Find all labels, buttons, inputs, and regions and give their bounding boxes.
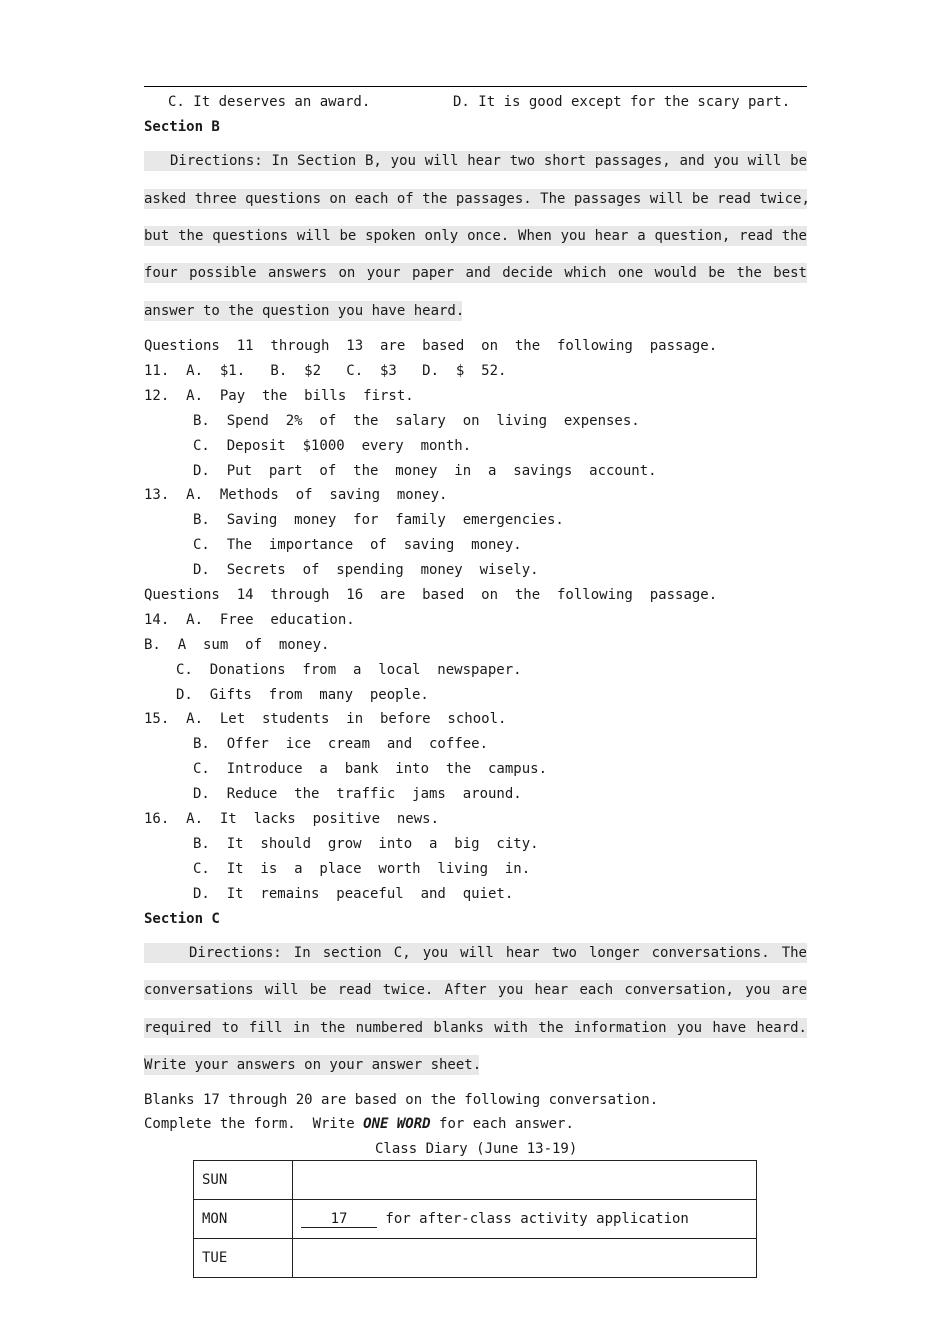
day-cell: SUN — [194, 1161, 293, 1200]
entry-cell[interactable] — [293, 1161, 757, 1200]
section-b-heading: Section B — [144, 119, 220, 135]
section-b-directions-line: four possible answers on your paper and decide which one would be the best — [144, 265, 807, 281]
question-11: 11. A. $1. B. $2 C. $3 D. $ 52. — [144, 363, 507, 379]
top-rule — [144, 86, 807, 87]
question-12-option: C. Deposit $1000 every month. — [193, 438, 472, 454]
section-c-directions-line: required to fill in the numbered blanks with the information you have heard. — [144, 1020, 807, 1036]
answer-blank-17[interactable]: 17 — [301, 1211, 377, 1228]
question-12-option: D. Put part of the money in a savings account. — [193, 463, 657, 479]
day-cell: MON — [194, 1200, 293, 1239]
question-14: 14. A. Free education. — [144, 612, 355, 628]
option-c-prev: C. It deserves an award. — [168, 94, 371, 110]
question-14-option: D. Gifts from many people. — [176, 687, 429, 703]
entry-cell[interactable] — [293, 1200, 757, 1239]
question-16-option: D. It remains peaceful and quiet. — [193, 886, 514, 902]
form-instruction: Complete the form. Write ONE WORD for each answer. — [144, 1116, 574, 1132]
question-16-option: C. It is a place worth living in. — [193, 861, 531, 877]
section-b-directions-line: Directions: In Section B, you will hear two short passages, and you will be — [144, 151, 807, 171]
question-13-option: B. Saving money for family emergencies. — [193, 512, 564, 528]
section-c-directions-line: conversations will be read twice. After you hear each conversation, you are — [144, 982, 807, 998]
question-16-option: B. It should grow into a big city. — [193, 836, 539, 852]
question-13-option: C. The importance of saving money. — [193, 537, 522, 553]
question-13: 13. A. Methods of saving money. — [144, 487, 448, 503]
question-16: 16. A. It lacks positive news. — [144, 811, 440, 827]
class-diary-table — [193, 1160, 757, 1278]
table-row — [194, 1200, 757, 1239]
question-15-option: C. Introduce a bank into the campus. — [193, 761, 548, 777]
question-14-option: B. A sum of money. — [144, 637, 330, 653]
question-15-option: B. Offer ice cream and coffee. — [193, 736, 489, 752]
day-cell: TUE — [194, 1239, 293, 1278]
table-row — [194, 1239, 757, 1278]
conversation-intro: Blanks 17 through 20 are based on the following conversation. — [144, 1092, 659, 1108]
question-14-option: C. Donations from a local newspaper. — [176, 662, 522, 678]
table-row — [194, 1161, 757, 1200]
section-c-heading: Section C — [144, 911, 220, 927]
one-word-emphasis: ONE WORD — [363, 1116, 431, 1132]
section-b-directions-line: asked three questions on each of the passages. The passages will be read twice, — [144, 191, 810, 207]
question-12-option: B. Spend 2% of the salary on living expenses. — [193, 413, 640, 429]
option-d-prev: D. It is good except for the scary part. — [453, 94, 791, 110]
section-b-directions-line: but the questions will be spoken only once. When you hear a question, read the — [144, 228, 807, 244]
question-13-option: D. Secrets of spending money wisely. — [193, 562, 539, 578]
passage-intro-2: Questions 14 through 16 are based on the following passage. — [144, 587, 718, 603]
section-c-directions-line: Write your answers on your answer sheet. — [144, 1057, 482, 1073]
entry-text: for after-class activity application — [377, 1210, 689, 1227]
question-15-option: D. Reduce the traffic jams around. — [193, 786, 522, 802]
section-c-directions-line: Directions: In section C, you will hear two longer conversations. The — [144, 943, 807, 963]
table-title: Class Diary (June 13-19) — [375, 1141, 578, 1157]
entry-cell[interactable] — [293, 1239, 757, 1278]
passage-intro-1: Questions 11 through 13 are based on the following passage. — [144, 338, 718, 354]
section-b-directions-line: answer to the question you have heard. — [144, 303, 465, 319]
question-15: 15. A. Let students in before school. — [144, 711, 507, 727]
question-12: 12. A. Pay the bills first. — [144, 388, 414, 404]
